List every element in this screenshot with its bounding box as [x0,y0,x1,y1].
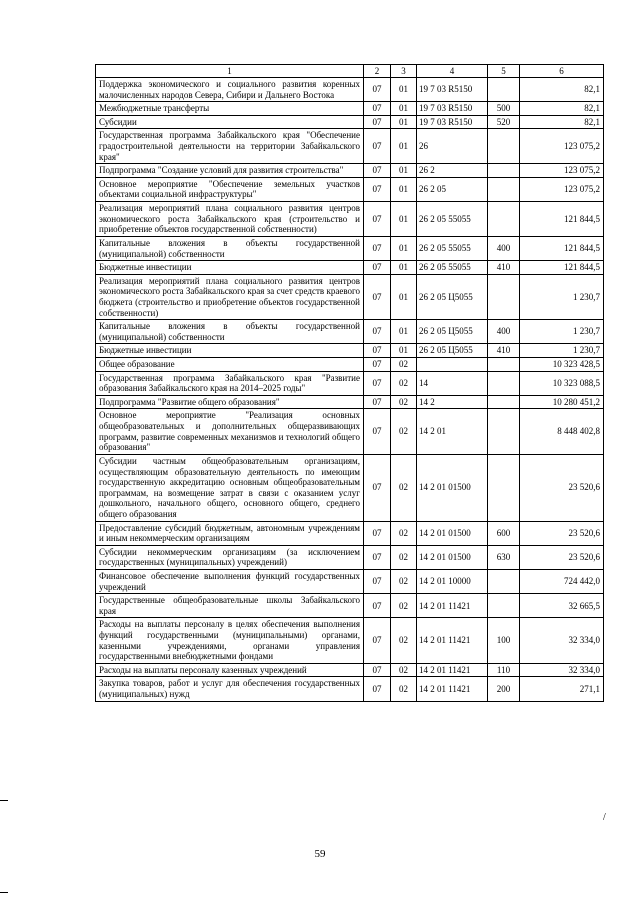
table-row [96,371,604,395]
row-section: 07 [364,594,391,618]
table-row [96,115,604,129]
table-body [96,78,604,702]
row-section: 07 [364,102,391,116]
row-target-article: 14 2 [417,395,488,409]
table-row [96,102,604,116]
row-amount: 121 844,5 [520,202,604,237]
row-target-article: 26 2 05 55055 [417,261,488,275]
row-name: Основное мероприятие "Обеспечение земельных участков объектами социальной инфраструктуры" [96,177,364,201]
table-row [96,521,604,545]
row-section: 07 [364,202,391,237]
row-subsection: 01 [391,320,417,344]
row-expense-type [488,202,520,237]
row-expense-type [488,569,520,593]
row-subsection: 02 [391,521,417,545]
row-amount: 1 230,7 [520,320,604,344]
row-expense-type: 110 [488,663,520,677]
table-row [96,202,604,237]
header-cell-5: 5 [488,65,520,78]
scan-mark [0,892,8,893]
row-target-article: 14 2 01 01500 [417,454,488,521]
row-target-article: 26 2 05 Ц5055 [417,344,488,358]
row-name: Закупка товаров, работ и услуг для обеспечения государственных (муниципальных) нужд [96,677,364,701]
table-row [96,395,604,409]
row-amount: 82,1 [520,102,604,116]
row-target-article: 14 2 01 11421 [417,677,488,701]
row-amount: 10 323 428,5 [520,358,604,372]
header-cell-2: 2 [364,65,391,78]
row-expense-type [488,371,520,395]
row-expense-type [488,358,520,372]
row-name: Общее образование [96,358,364,372]
row-name: Финансовое обеспечение выполнения функций государственных учреждений [96,569,364,593]
row-subsection: 01 [391,261,417,275]
row-name: Бюджетные инвестиции [96,261,364,275]
row-subsection: 02 [391,569,417,593]
row-amount: 23 520,6 [520,521,604,545]
row-name: Межбюджетные трансферты [96,102,364,116]
row-expense-type [488,129,520,164]
row-expense-type: 600 [488,521,520,545]
row-amount: 123 075,2 [520,177,604,201]
table-row [96,320,604,344]
row-section: 07 [364,371,391,395]
table-row [96,677,604,701]
table-row [96,261,604,275]
row-target-article: 26 [417,129,488,164]
row-name: Основное мероприятие "Реализация основных общеобразовательных и дополнительных общеразвивающих программ, развитие современных механизмов и технологий общего образования" [96,409,364,454]
row-section: 07 [364,236,391,260]
row-section: 07 [364,261,391,275]
row-subsection: 01 [391,236,417,260]
row-amount: 123 075,2 [520,129,604,164]
row-subsection: 02 [391,663,417,677]
row-expense-type [488,274,520,319]
row-name: Реализация мероприятий плана социального развития центров экономического роста Забайкальского края (строительство и приобретение объектов государственной собственности) [96,202,364,237]
row-section: 07 [364,521,391,545]
row-name: Подпрограмма "Развитие общего образования" [96,395,364,409]
row-target-article: 14 [417,371,488,395]
row-target-article: 14 2 01 11421 [417,594,488,618]
row-expense-type [488,409,520,454]
row-subsection: 01 [391,115,417,129]
header-cell-4: 4 [417,65,488,78]
row-target-article: 14 2 01 11421 [417,663,488,677]
row-target-article: 19 7 03 R5150 [417,78,488,102]
row-name: Государственная программа Забайкальского края "Обеспечение градостроительной деятельности на территории Забайкальского края" [96,129,364,164]
row-name: Предоставление субсидий бюджетным, автономным учреждениям и иным некоммерческим организациям [96,521,364,545]
row-subsection: 02 [391,409,417,454]
row-section: 07 [364,454,391,521]
row-name: Капитальные вложения в объекты государственной (муниципальной) собственности [96,236,364,260]
row-subsection: 01 [391,344,417,358]
table-row [96,594,604,618]
row-amount: 23 520,6 [520,545,604,569]
row-section: 07 [364,358,391,372]
table-row [96,78,604,102]
row-amount: 271,1 [520,677,604,701]
row-section: 07 [364,164,391,178]
row-target-article: 26 2 05 55055 [417,236,488,260]
row-expense-type: 630 [488,545,520,569]
row-name: Подпрограмма "Создание условий для развития строительства" [96,164,364,178]
row-name: Расходы на выплаты персоналу в целях обеспечения выполнения функций государственными (муниципальными) органами, казенными учреждениями, органами управления государственными внебюджетными фондами [96,618,364,663]
row-target-article: 14 2 01 01500 [417,545,488,569]
row-target-article: 19 7 03 R5150 [417,102,488,116]
row-subsection: 02 [391,545,417,569]
row-section: 07 [364,274,391,319]
row-name: Субсидии некоммерческим организациям (за исключением государственных (муниципальных) учреждений) [96,545,364,569]
row-expense-type [488,594,520,618]
table-row [96,545,604,569]
row-target-article: 14 2 01 11421 [417,618,488,663]
header-cell-1: 1 [96,65,364,78]
row-amount: 32 334,0 [520,663,604,677]
row-section: 07 [364,78,391,102]
row-target-article: 26 2 [417,164,488,178]
table-row [96,129,604,164]
table-row [96,274,604,319]
row-expense-type [488,454,520,521]
row-name: Государственные общеобразовательные школы Забайкальского края [96,594,364,618]
row-name: Капитальные вложения в объекты государственной (муниципальной) собственности [96,320,364,344]
row-section: 07 [364,569,391,593]
row-expense-type: 200 [488,677,520,701]
row-expense-type: 400 [488,320,520,344]
row-section: 07 [364,395,391,409]
row-expense-type: 520 [488,115,520,129]
row-name: Субсидии [96,115,364,129]
row-amount: 123 075,2 [520,164,604,178]
row-amount: 10 323 088,5 [520,371,604,395]
table-row [96,454,604,521]
table-row [96,663,604,677]
row-amount: 32 334,0 [520,618,604,663]
row-expense-type: 410 [488,261,520,275]
table-row [96,344,604,358]
row-subsection: 01 [391,102,417,116]
table-row [96,164,604,178]
row-subsection: 01 [391,164,417,178]
row-subsection: 01 [391,202,417,237]
margin-mark: / [603,812,606,823]
row-target-article: 14 2 01 10000 [417,569,488,593]
row-amount: 82,1 [520,115,604,129]
row-expense-type [488,164,520,178]
row-expense-type: 500 [488,102,520,116]
row-section: 07 [364,320,391,344]
row-subsection: 02 [391,358,417,372]
table-row [96,358,604,372]
row-subsection: 01 [391,274,417,319]
row-target-article: 26 2 05 [417,177,488,201]
row-amount: 121 844,5 [520,236,604,260]
row-amount: 1 230,7 [520,344,604,358]
page-number: 59 [314,848,326,860]
row-target-article: 14 2 01 [417,409,488,454]
row-target-article: 14 2 01 01500 [417,521,488,545]
row-subsection: 02 [391,677,417,701]
row-section: 07 [364,677,391,701]
row-amount: 1 230,7 [520,274,604,319]
row-section: 07 [364,129,391,164]
row-expense-type: 400 [488,236,520,260]
row-section: 07 [364,545,391,569]
row-subsection: 02 [391,454,417,521]
row-target-article: 26 2 05 Ц5055 [417,320,488,344]
row-amount: 32 665,5 [520,594,604,618]
row-section: 07 [364,177,391,201]
table-row [96,177,604,201]
row-name: Субсидии частным общеобразовательным организациям, осуществляющим образовательную деятельность по имеющим государственную аккредитацию основным общеобразовательным программам, на возмещение затрат в связи с оказанием услуг дошкольного, начального общего, основного общего, среднего общего образования [96,454,364,521]
row-subsection: 02 [391,594,417,618]
row-section: 07 [364,344,391,358]
budget-table [95,64,604,702]
table-row [96,409,604,454]
row-amount: 23 520,6 [520,454,604,521]
row-name: Расходы на выплаты персоналу казенных учреждений [96,663,364,677]
row-expense-type [488,177,520,201]
row-section: 07 [364,663,391,677]
row-target-article: 19 7 03 R5150 [417,115,488,129]
row-amount: 10 280 451,2 [520,395,604,409]
row-section: 07 [364,409,391,454]
row-name: Государственная программа Забайкальского края "Развитие образования Забайкальского края на 2014–2025 годы" [96,371,364,395]
row-section: 07 [364,115,391,129]
row-subsection: 01 [391,177,417,201]
table-row [96,569,604,593]
row-amount: 724 442,0 [520,569,604,593]
row-expense-type: 100 [488,618,520,663]
row-amount: 121 844,5 [520,261,604,275]
header-row [96,65,604,78]
row-target-article: 26 2 05 Ц5055 [417,274,488,319]
row-expense-type [488,78,520,102]
row-expense-type [488,395,520,409]
row-amount: 8 448 402,8 [520,409,604,454]
row-target-article: 26 2 05 55055 [417,202,488,237]
row-expense-type: 410 [488,344,520,358]
scan-mark [0,800,8,801]
row-subsection: 02 [391,395,417,409]
row-subsection: 02 [391,371,417,395]
row-name: Поддержка экономического и социального развития коренных малочисленных народов Севера, Сибири и Дальнего Востока [96,78,364,102]
row-subsection: 02 [391,618,417,663]
header-cell-3: 3 [391,65,417,78]
table-row [96,618,604,663]
row-subsection: 01 [391,129,417,164]
header-cell-6: 6 [520,65,604,78]
row-target-article [417,358,488,372]
row-amount: 82,1 [520,78,604,102]
row-name: Бюджетные инвестиции [96,344,364,358]
row-section: 07 [364,618,391,663]
row-subsection: 01 [391,78,417,102]
table-row [96,236,604,260]
row-name: Реализация мероприятий плана социального развития центров экономического роста Забайкальского края за счет средств краевого бюджета (строительство и приобретение объектов государственной собственности) [96,274,364,319]
